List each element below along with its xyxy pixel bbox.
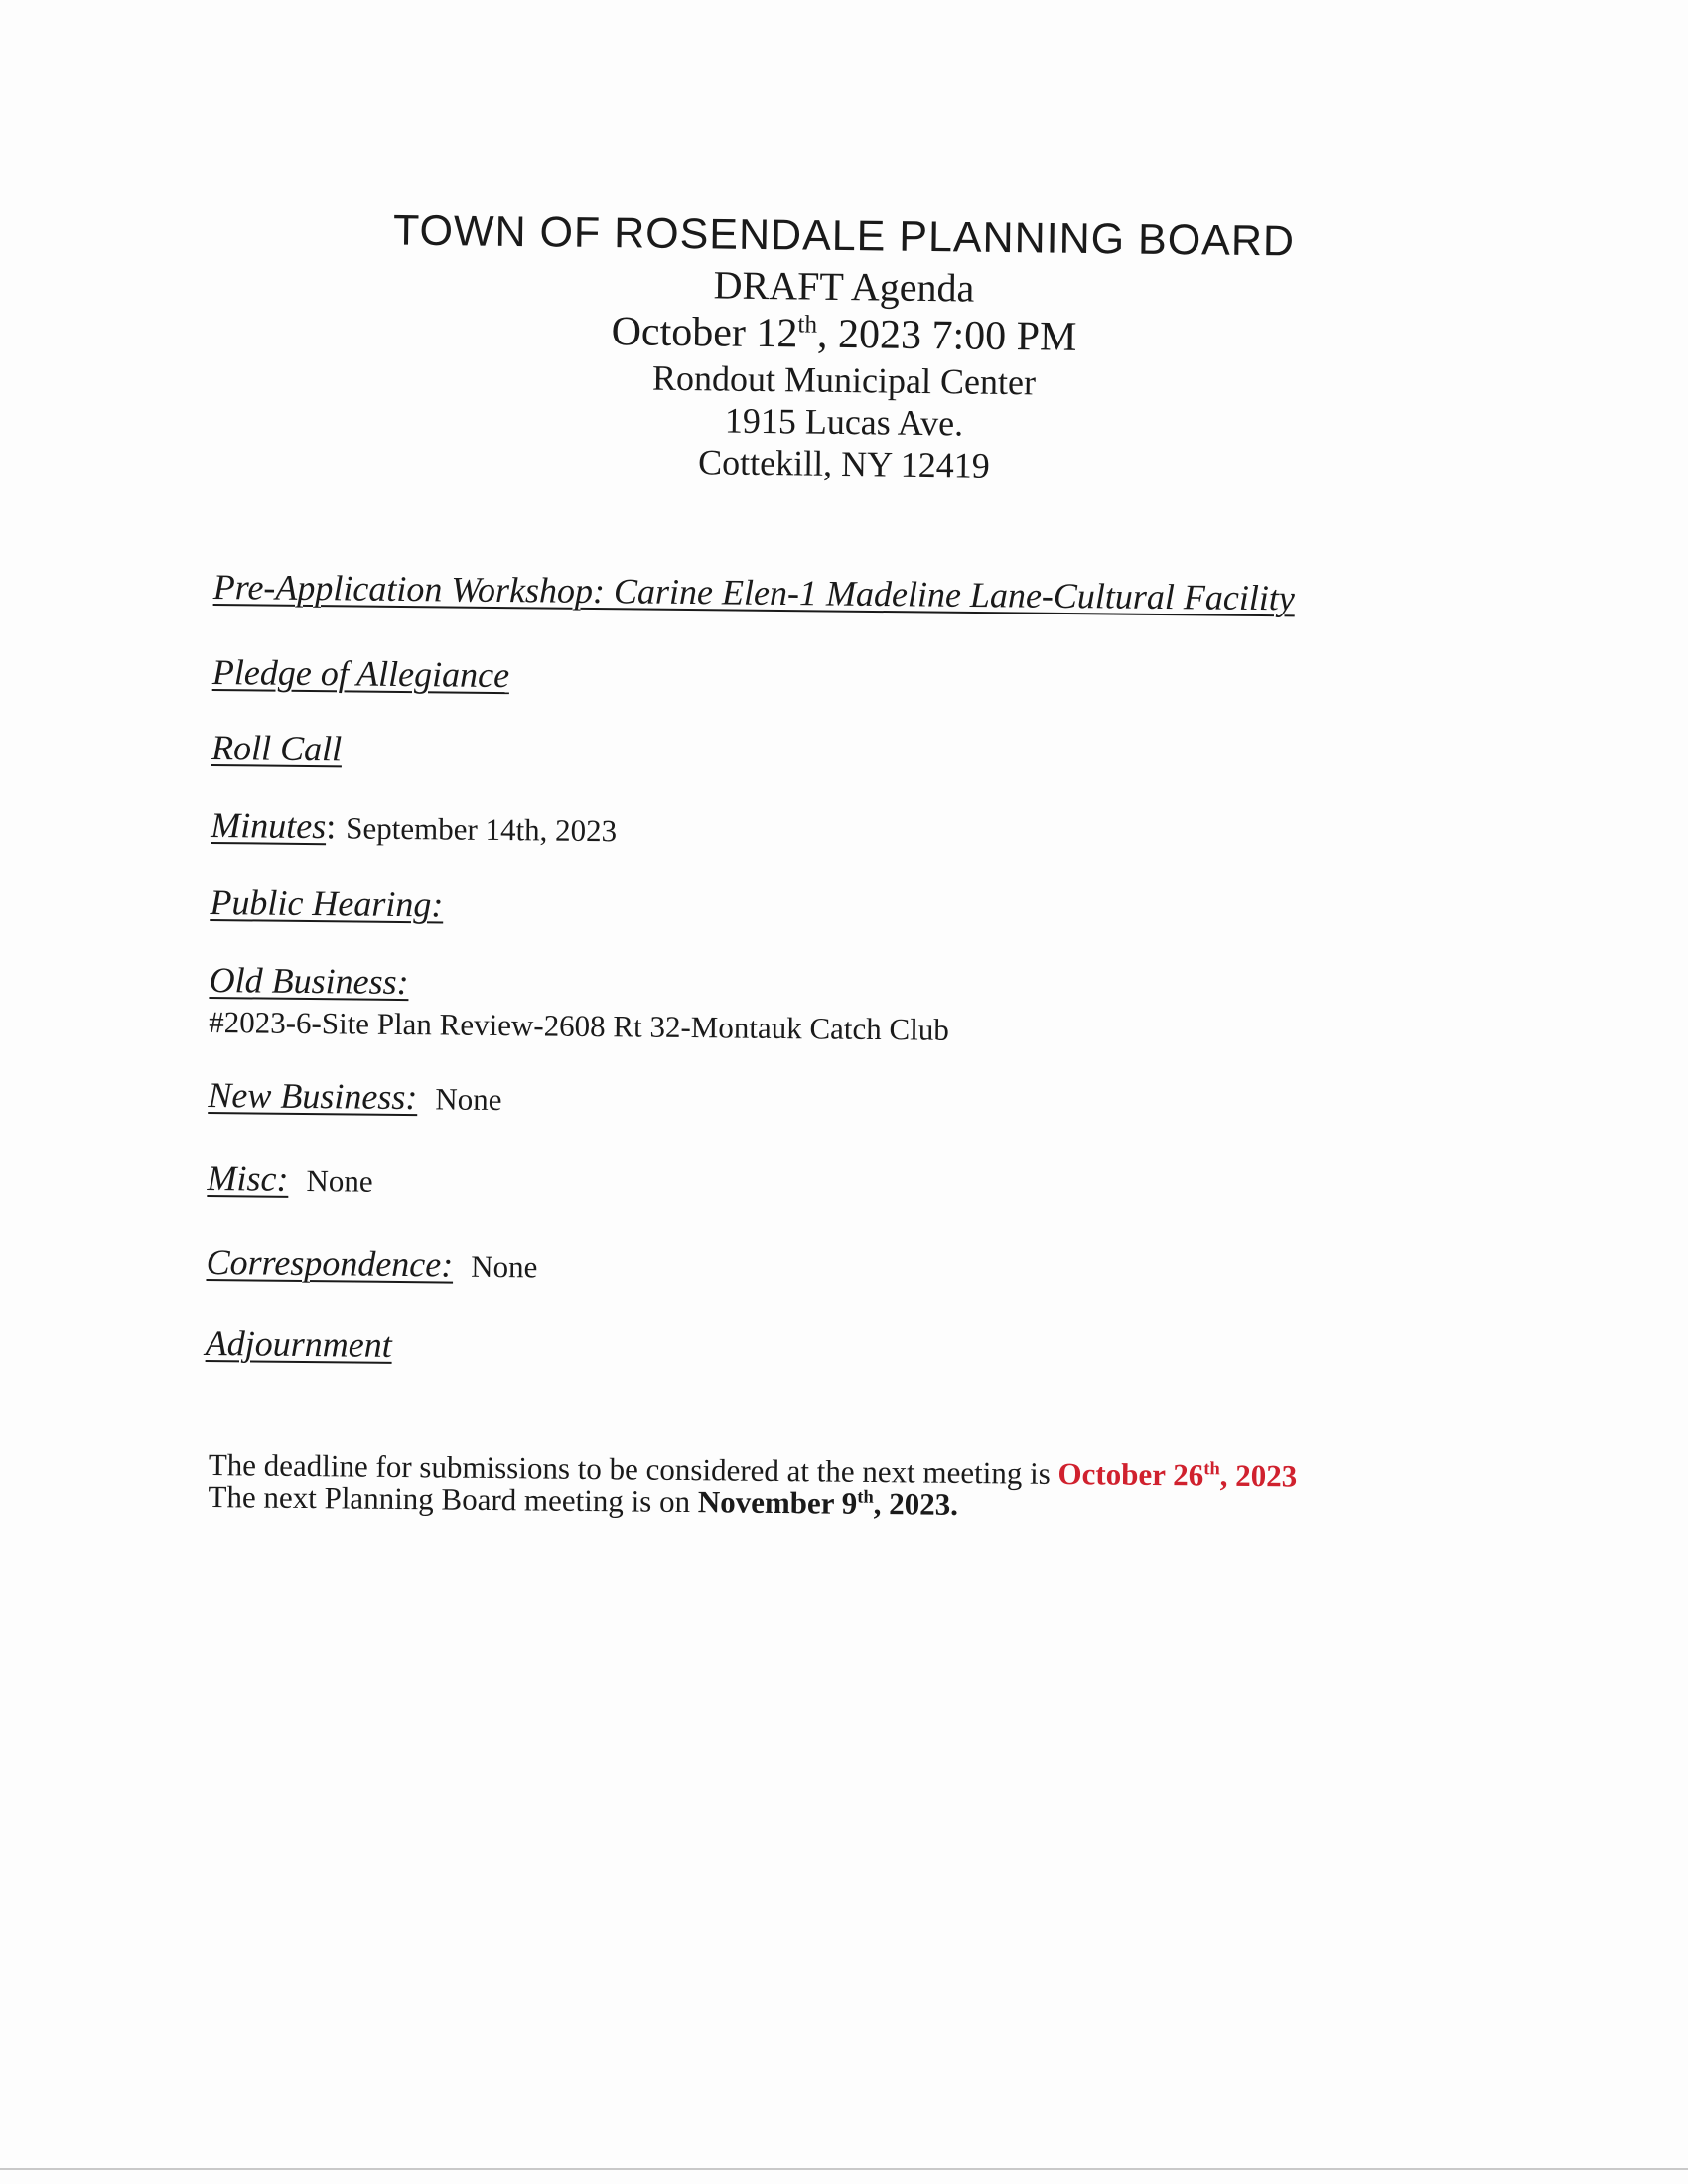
deadline-date-rest: , 2023 xyxy=(1219,1457,1298,1494)
next-meeting-suffix: th xyxy=(857,1486,874,1508)
agenda-item-minutes xyxy=(211,804,617,850)
scan-edge-divider xyxy=(0,2168,1688,2170)
document-header xyxy=(348,208,1340,484)
next-meeting-date xyxy=(698,1484,959,1522)
deadline-date-suffix: th xyxy=(1203,1458,1220,1480)
correspondence-label: Correspondence: xyxy=(206,1241,454,1285)
pledge-label: Pledge of Allegiance xyxy=(211,651,510,696)
misc-value: None xyxy=(306,1163,373,1199)
deadline-date-main: October 26 xyxy=(1057,1455,1204,1493)
public-hearing-label: Public Hearing: xyxy=(210,882,444,925)
venue-name: Rondout Municipal Center xyxy=(651,357,1037,403)
deadline-text: The deadline for submissions to be considered at the next meeting is xyxy=(208,1447,1058,1491)
venue-street: 1915 Lucas Ave. xyxy=(724,400,964,444)
agenda-list xyxy=(205,566,1405,1365)
new-business-value: None xyxy=(435,1081,502,1118)
agenda-item-pre-application xyxy=(213,566,1296,618)
minutes-label: Minutes xyxy=(211,804,327,847)
agenda-item-public-hearing xyxy=(210,882,443,925)
footer-notes xyxy=(208,1449,1400,1526)
agenda-item-roll-call xyxy=(211,727,342,769)
old-business-label: Old Business: xyxy=(209,959,409,1003)
correspondence-value: None xyxy=(471,1248,538,1285)
doc-type: DRAFT Agenda xyxy=(713,262,975,311)
new-business-label: New Business: xyxy=(208,1074,418,1118)
meeting-date-suffix: th xyxy=(797,311,818,339)
minutes-colon: : xyxy=(326,806,337,847)
org-title: TOWN OF ROSENDALE PLANNING BOARD xyxy=(392,206,1296,266)
pre-application-label: Pre-Application Workshop: Carine Elen-1 Madeline Lane-Cultural Facility xyxy=(212,566,1296,618)
minutes-value: September 14th, 2023 xyxy=(346,810,618,849)
agenda-item-new-business xyxy=(208,1074,502,1119)
venue-city: Cottekill, NY 12419 xyxy=(697,442,991,485)
misc-label: Misc: xyxy=(207,1158,289,1199)
roll-call-label: Roll Call xyxy=(211,727,343,769)
meeting-date-main: October 12 xyxy=(611,309,798,357)
agenda-item-misc xyxy=(207,1158,373,1201)
agenda-item-adjournment xyxy=(206,1322,392,1366)
next-meeting-main: November 9 xyxy=(697,1484,858,1521)
agenda-item-correspondence xyxy=(206,1241,537,1286)
agenda-item-old-business xyxy=(209,959,949,1048)
next-meeting-text: The next Planning Board meeting is on xyxy=(208,1478,699,1520)
adjournment-label: Adjournment xyxy=(205,1322,392,1365)
old-business-value: #2023-6-Site Plan Review-2608 Rt 32-Montauk Catch Club xyxy=(209,1004,949,1047)
next-meeting-rest: , 2023. xyxy=(873,1486,959,1522)
agenda-item-pledge xyxy=(212,651,510,696)
meeting-date-rest: , 2023 7:00 PM xyxy=(816,311,1077,360)
deadline-date xyxy=(1057,1456,1297,1494)
